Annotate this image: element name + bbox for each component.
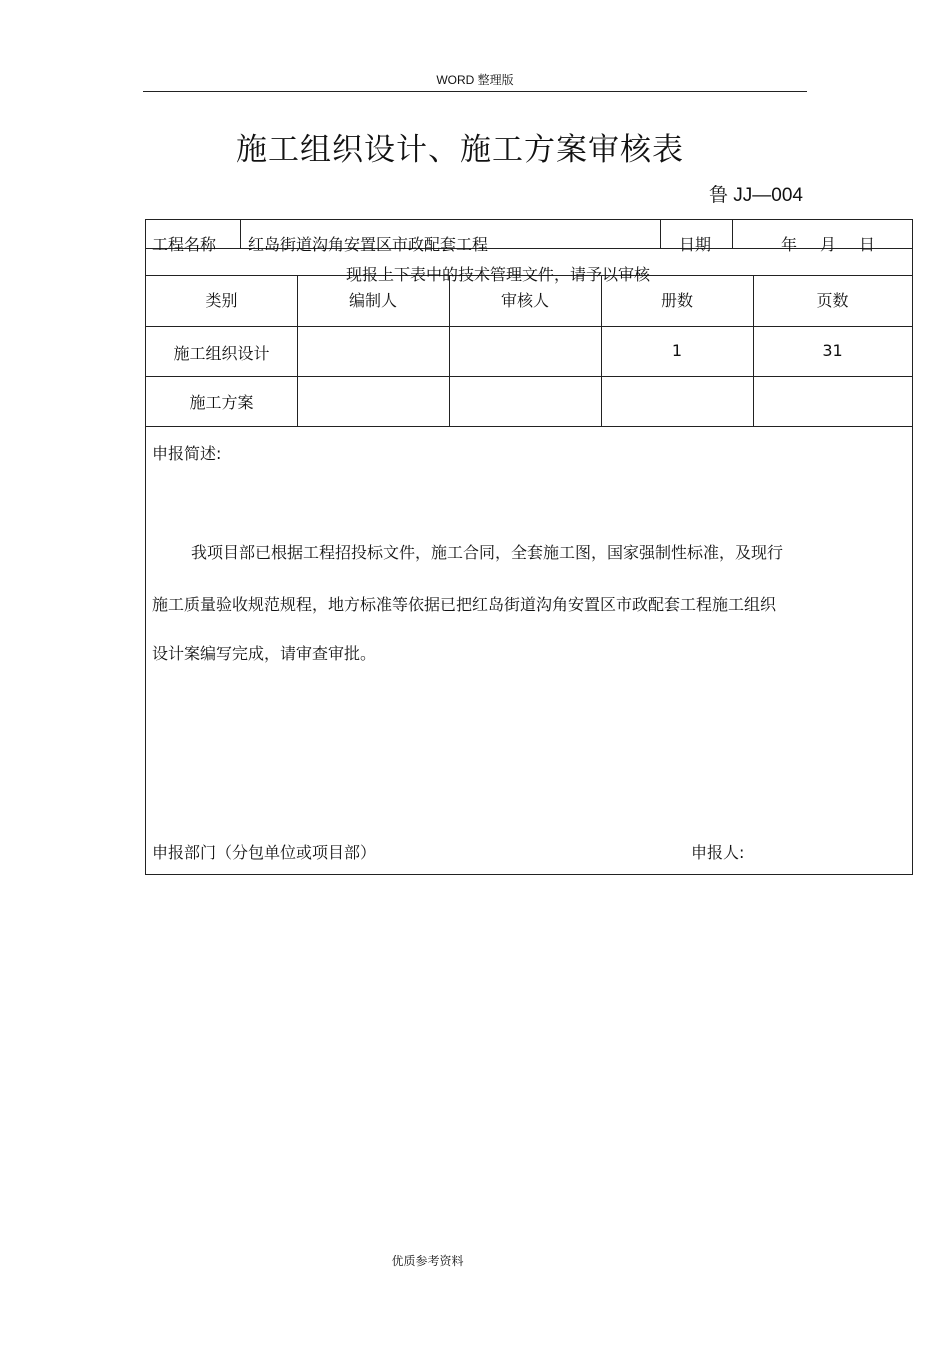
col-divider — [732, 220, 733, 248]
header-rule — [143, 91, 807, 92]
col-divider — [660, 220, 661, 248]
form-code: 鲁 JJ—004 — [709, 185, 803, 206]
row-divider — [146, 326, 912, 327]
day-label: 日 — [859, 235, 876, 254]
row1-category: 施工组织设计 — [173, 344, 270, 363]
department-label: 申报部门（分包单位或项目部） — [152, 843, 377, 862]
summary-line-3: 设计案编写完成，请审查审批。 — [152, 644, 377, 663]
row2-category: 施工方案 — [189, 393, 254, 412]
applicant-label: 申报人: — [691, 843, 745, 862]
summary-line-1: 我项目部已根据工程招投标文件，施工合同，全套施工图，国家强制性标准，及现行 — [191, 543, 784, 562]
project-name-label: 工程名称 — [152, 235, 217, 254]
page-footer: 优质参考资料 — [391, 1254, 464, 1268]
document-title: 施工组织设计、施工方案审核表 — [236, 132, 684, 168]
notice-text: 现报上下表中的技术管理文件，请予以审核 — [346, 265, 651, 284]
page-header: WORD 整理版 — [436, 73, 514, 87]
summary-label: 申报简述: — [152, 444, 222, 463]
header-pages: 页数 — [816, 291, 849, 310]
row1-volumes: 1 — [671, 341, 683, 360]
summary-line-2: 施工质量验收规范规程，地方标准等依据已把红岛街道沟角安置区市政配套工程施工组织 — [152, 595, 777, 614]
col-divider — [240, 220, 241, 248]
row1-pages: 31 — [822, 341, 843, 360]
project-name-value: 红岛街道沟角安置区市政配套工程 — [248, 235, 489, 254]
row-divider — [146, 426, 912, 427]
header-author: 编制人 — [348, 291, 397, 310]
year-label: 年 — [781, 235, 798, 254]
month-label: 月 — [820, 235, 837, 254]
header-reviewer: 审核人 — [500, 291, 549, 310]
header-volumes: 册数 — [660, 291, 693, 310]
date-label: 日期 — [679, 235, 712, 254]
row-divider — [146, 376, 912, 377]
header-category: 类别 — [205, 291, 238, 310]
